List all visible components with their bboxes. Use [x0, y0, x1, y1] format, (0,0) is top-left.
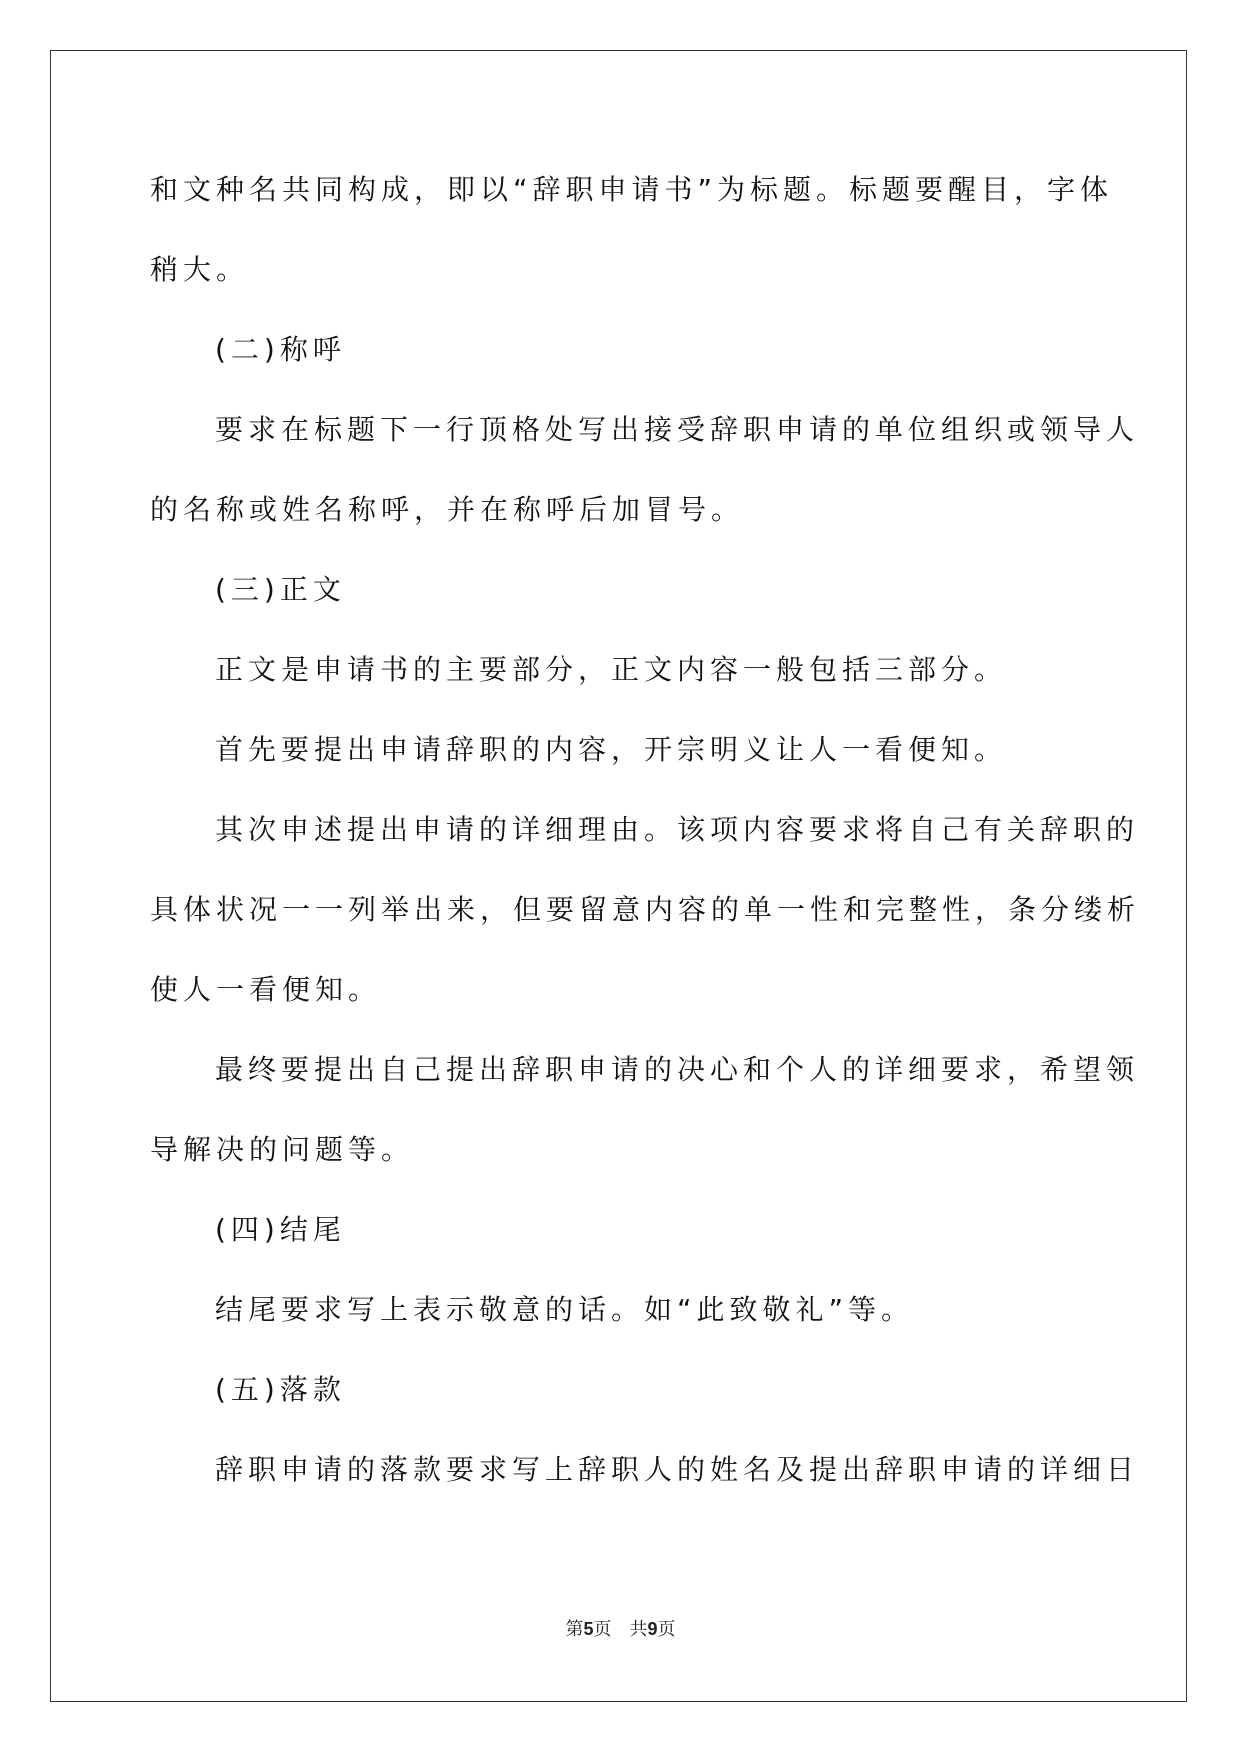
body-line: 辞职申请的落款要求写上辞职人的姓名及提出辞职申请的详细日: [215, 1453, 1140, 1486]
total-prefix: 共: [629, 1619, 648, 1640]
body-line: 首先要提出申请辞职的内容，开宗明义让人一看便知。: [215, 733, 1008, 766]
page-current: 5: [583, 1619, 594, 1639]
section-heading-salutation: (二)称呼: [215, 333, 346, 366]
body-line: 其次申述提出申请的详细理由。该项内容要求将自己有关辞职的: [215, 813, 1140, 846]
body-line: 结尾要求写上表示敬意的话。如“此致敬礼”等。: [215, 1293, 915, 1326]
page-prefix: 第: [565, 1619, 584, 1640]
body-line: 的名称或姓名称呼，并在称呼后加冒号。: [150, 493, 745, 526]
body-line: 正文是申请书的主要部分，正文内容一般包括三部分。: [215, 653, 1008, 686]
body-line: 和文种名共同构成，即以“辞职申请书”为标题。标题要醒目，字体: [150, 173, 1114, 206]
body-line: 导解决的问题等。: [150, 1133, 415, 1166]
section-heading-signature: (五)落款: [215, 1373, 346, 1406]
body-line: 要求在标题下一行顶格处写出接受辞职申请的单位组织或领导人: [215, 413, 1140, 446]
section-heading-closing: (四)结尾: [215, 1213, 346, 1246]
total-suffix: 页: [657, 1619, 676, 1640]
page-suffix: 页: [593, 1619, 612, 1640]
section-heading-body: (三)正文: [215, 573, 346, 606]
page-footer: [0, 1615, 1241, 1641]
body-line: 具体状况一一列举出来，但要留意内容的单一性和完整性，条分缕析: [150, 893, 1141, 926]
page-total: 9: [647, 1619, 658, 1639]
body-line: 使人一看便知。: [150, 973, 382, 1006]
body-line: 稍大。: [150, 253, 250, 286]
body-line: 最终要提出自己提出辞职申请的决心和个人的详细要求，希望领: [215, 1053, 1140, 1086]
